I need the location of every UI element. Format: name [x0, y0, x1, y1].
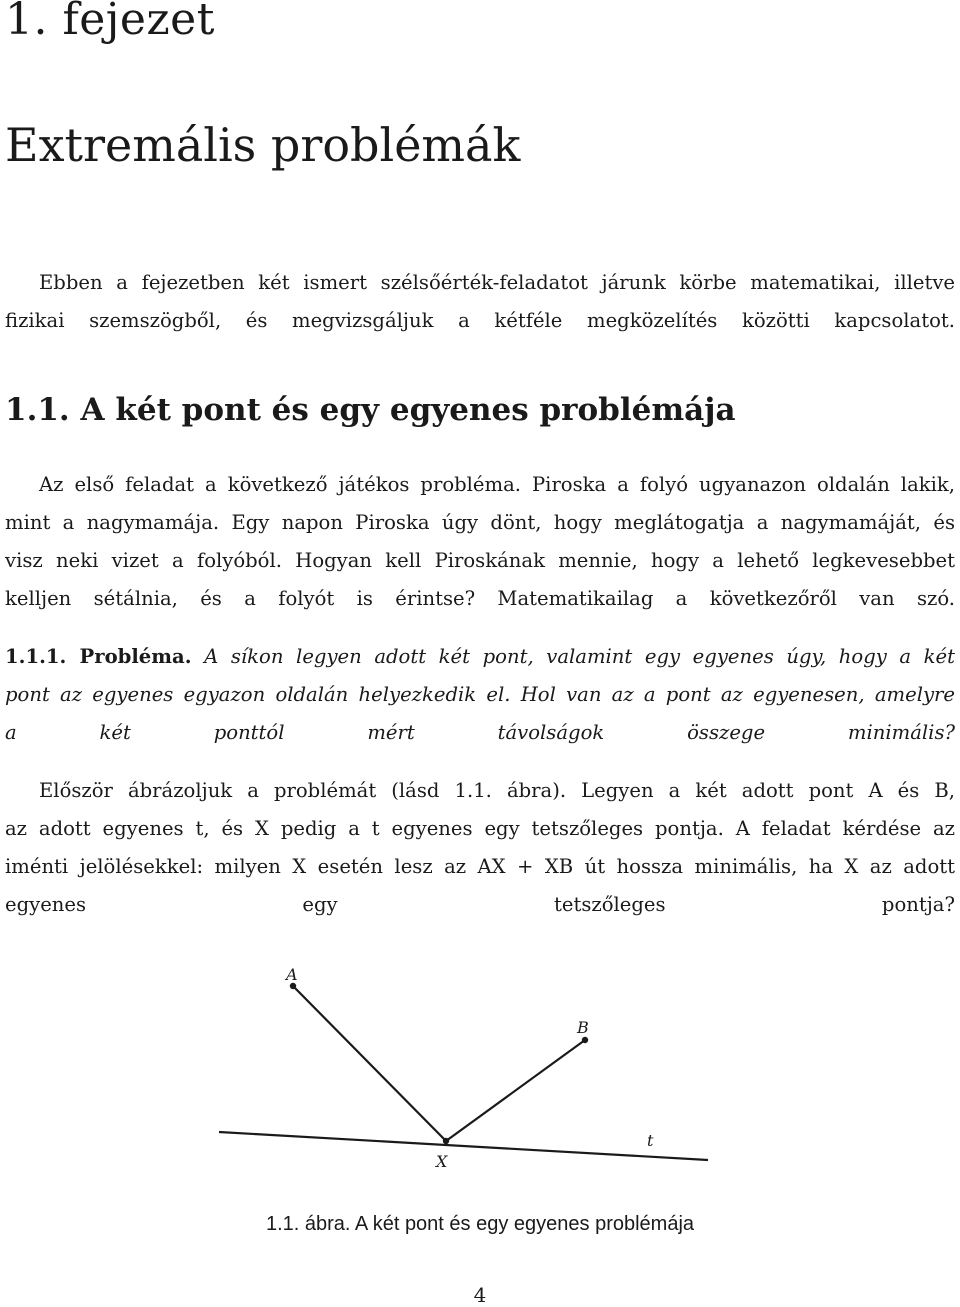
chapter-title: Extremális problémák: [5, 118, 521, 172]
intro-paragraph: [5, 264, 955, 340]
line-t: [219, 1132, 708, 1160]
segment-XB: [446, 1040, 585, 1141]
problem-statement: [5, 638, 955, 752]
chapter-heading: 1. fejezet: [5, 0, 215, 45]
p1-line-1: Az első feladat a következő játékos probléma. Piroska a folyó ugyanazon oldalán lakik,: [39, 473, 955, 496]
label-t: t: [647, 1131, 654, 1150]
label-A: A: [286, 965, 298, 984]
intro-line-2: fizikai szemszögből, és megvizsgáljuk a kétféle megközelítés közötti kapcsolatot.: [5, 309, 955, 332]
p1-line-3: visz neki vizet a folyóból. Hogyan kell Piroskának mennie, hogy a lehető legkevesebbet: [5, 549, 955, 572]
label-X: X: [436, 1152, 448, 1171]
label-B: B: [577, 1018, 589, 1037]
problem-text-1: A síkon legyen adott két pont, valamint egy egyenes úgy, hogy a két: [204, 645, 955, 668]
figure-caption: 1.1. ábra. A két pont és egy egyenes problémája: [265, 1213, 695, 1235]
problem-line-3: a két ponttól mért távolságok összege minimális?: [5, 721, 955, 744]
figure-diagram: [0, 950, 960, 1210]
p2-line-3: iménti jelölésekkel: milyen X esetén lesz az AX + XB út hossza minimális, ha X az adott: [5, 855, 955, 878]
p1-line-4: kelljen sétálnia, és a folyót is érintse? Matematikailag a következőről van szó.: [5, 587, 955, 610]
problem-line-1: [5, 638, 955, 676]
p2-line-2: az adott egyenes t, és X pedig a t egyenes egy tetszőleges pontja. A feladat kérdése az: [5, 817, 955, 840]
point-B: [582, 1037, 588, 1043]
segment-AX: [293, 986, 446, 1141]
p1-line-2: mint a nagymamája. Egy napon Piroska úgy dönt, hogy meglátogatja a nagymamáját, és: [5, 511, 955, 534]
intro-line-1: Ebben a fejezetben két ismert szélsőérték-feladatot járunk körbe matematikai, illetve: [39, 271, 955, 294]
point-X: [443, 1138, 449, 1144]
page-number: 4: [473, 1283, 487, 1307]
paragraph-1: [5, 466, 955, 618]
problem-line-2: pont az egyenes egyazon oldalán helyezkedik el. Hol van az a pont az egyenesen, amelyre: [5, 683, 955, 706]
p2-line-4: egyenes egy tetszőleges pontja?: [5, 893, 955, 916]
problem-label: 1.1.1. Probléma.: [5, 645, 192, 668]
section-heading: 1.1. A két pont és egy egyenes problémája: [5, 392, 736, 428]
paragraph-2: [5, 772, 955, 924]
p2-line-1: Először ábrázoljuk a problémát (lásd 1.1. ábra). Legyen a két adott pont A és B,: [39, 779, 955, 802]
